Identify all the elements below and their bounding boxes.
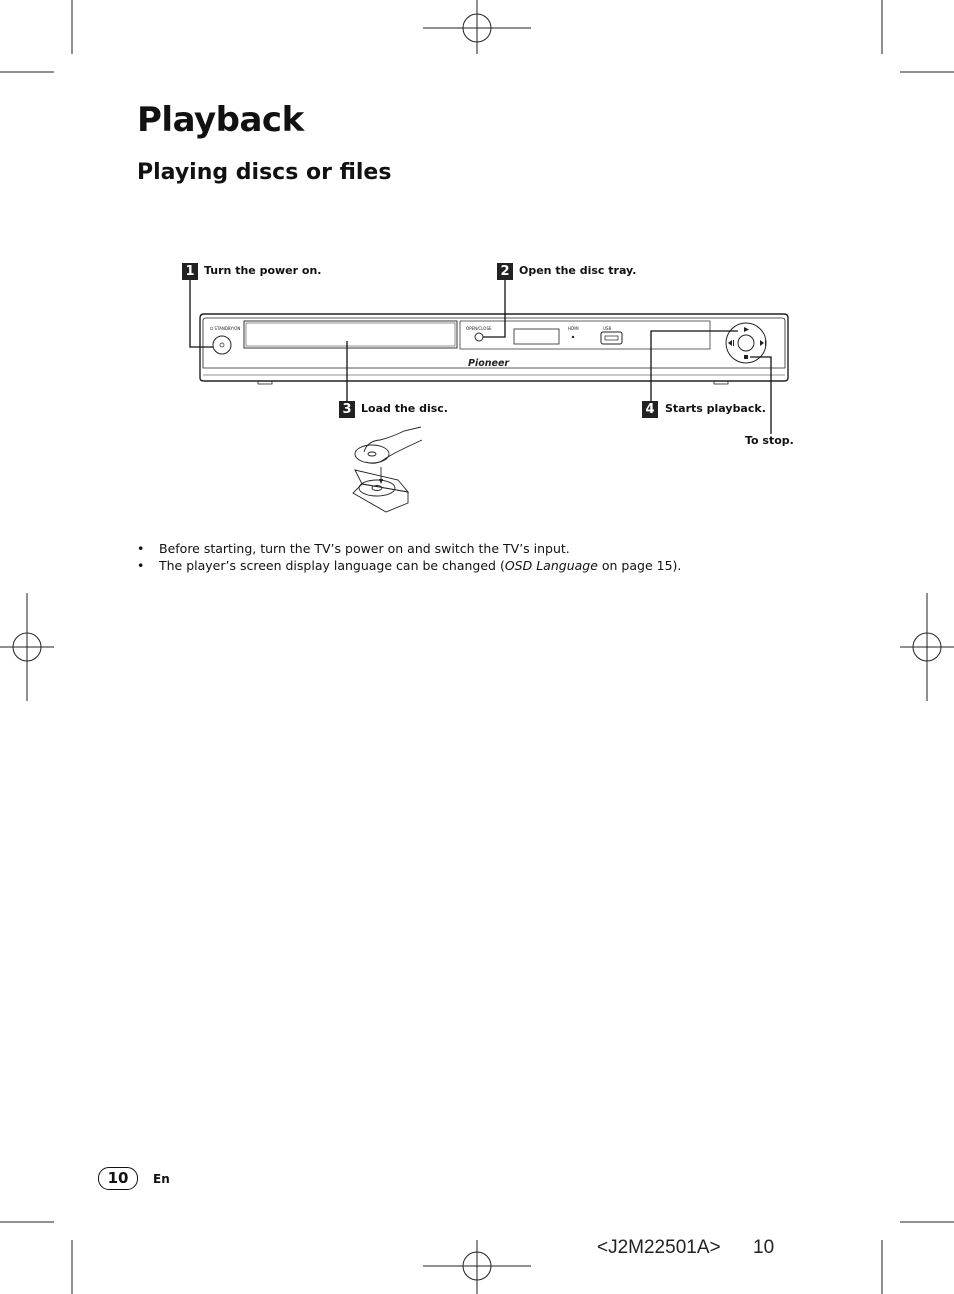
brand-logo: Pioneer [468,358,510,369]
leader-line-4 [651,331,738,401]
open-close-button [475,333,483,341]
usb-label: USB [603,326,612,331]
note-item: • Before starting, turn the TV’s power on and switch the TV’s input. [137,540,681,557]
registration-mark-left [0,593,54,701]
step-4-text: Starts playback. [665,402,766,415]
disc-loading-illustration [353,427,422,512]
disc-tray [244,321,457,348]
player-front-panel-diagram [0,0,954,560]
registration-mark-bottom [423,1240,531,1294]
hdmi-label: HDMI [568,326,579,331]
language-code: En [153,1172,170,1186]
registration-mark-right [900,593,954,701]
step-3-text: Load the disc. [361,402,448,415]
open-close-label: OPEN/CLOSE [466,326,492,331]
page-title: Playback [137,100,304,140]
leader-line-1 [190,279,213,347]
usb-port [601,332,622,344]
document-page: 10 [753,1237,775,1258]
player-body [200,314,788,381]
osd-language-reference: OSD Language [504,558,598,573]
document-id: <J2M22501A> [597,1237,721,1258]
leader-line-stop [750,357,771,434]
stop-label: To stop. [745,434,794,447]
step-2-number: 2 [497,263,513,280]
step-1-number: 1 [182,263,198,280]
step-3-number: 3 [339,401,355,418]
disc-icon [355,445,389,463]
step-2-text: Open the disc tray. [519,264,637,277]
front-display [514,329,559,344]
section-title: Playing discs or files [137,160,392,185]
note-item: • The player’s screen display language can be changed (OSD Language on page 15). [137,557,681,574]
page-number-badge: 10 [98,1167,138,1190]
step-1-text: Turn the power on. [204,264,322,277]
step-4-number: 4 [642,401,658,418]
standby-button [213,336,231,354]
play-button [738,335,754,351]
notes-list [137,540,681,574]
standby-label: ⏻ STANDBY/ON [210,326,241,331]
